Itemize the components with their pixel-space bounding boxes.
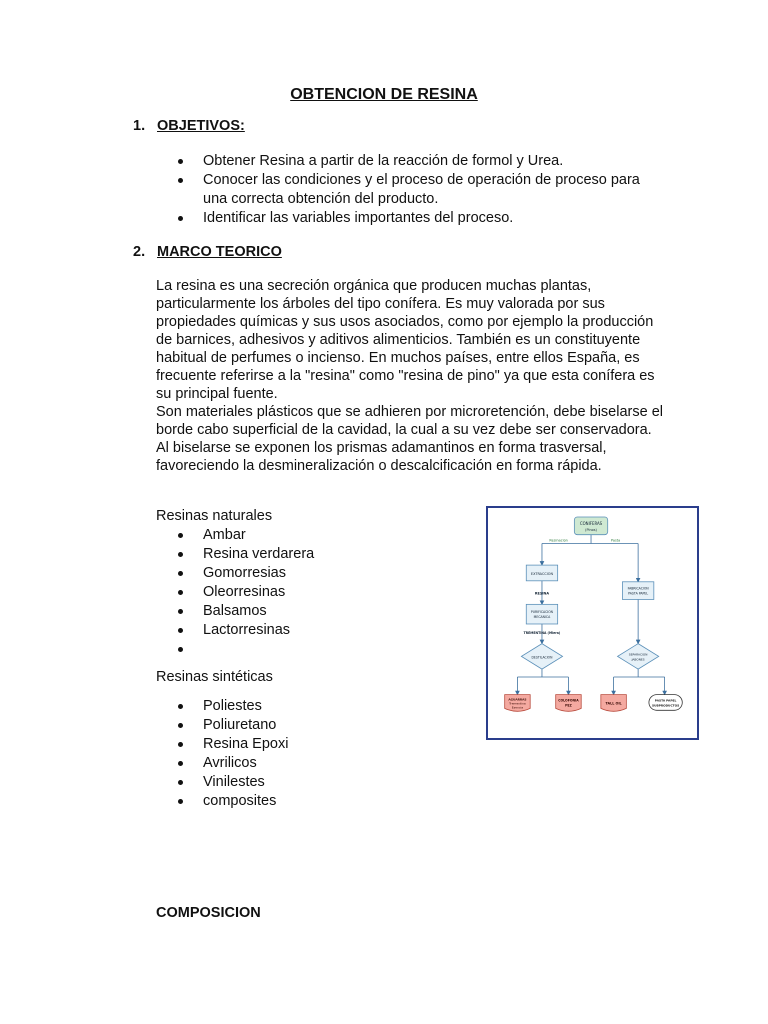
flowchart-purification-line1: PURIFICACION [530, 610, 554, 615]
bullet-icon [178, 159, 183, 164]
list-item: Obtener Resina a partir de la reacción de formol y Urea. [178, 152, 668, 171]
list-item [178, 640, 458, 659]
list-item: Balsamos [178, 602, 458, 621]
paragraph-materiales-plasticos: Son materiales plásticos que se adhieren por microretención, debe biselarse el borde cabo superficial de la cavidad, la cual a su vez debe ser conservadora. Al biselarse se exponen los prismas adamantinos en forma trasversal, favoreciendo la desmineralización o descalcificación en forma rápida. [156, 404, 663, 474]
flowchart-separation-line2: JABONES [631, 657, 645, 662]
bullet-icon [178, 742, 183, 747]
flowchart-root-sub: (Pinos) [585, 527, 597, 532]
flowchart-paper-line2: PASTA PAPEL [628, 591, 649, 596]
natural-resins-label: Resinas naturales [156, 508, 273, 524]
flowchart-separation-line1: SEPARACION [628, 652, 648, 657]
flowchart-out1-line1: AGUARRAS [508, 697, 527, 702]
natural-resins-list [178, 526, 458, 659]
flowchart-out1-line2: Trementina [509, 701, 526, 706]
section-heading-marco-teorico [133, 244, 282, 260]
flowchart-right-branch-label: Pasta [610, 538, 621, 543]
bullet-icon [178, 552, 183, 557]
flowchart-out1-line3: Esencia [511, 705, 524, 710]
resin-process-flowchart [486, 506, 699, 740]
list-item: Resina Epoxi [178, 735, 458, 754]
flowchart-left-branch-label: Resinacion [549, 538, 568, 543]
section-number: 2. [133, 244, 146, 260]
flowchart-paper-line1: FABRICACION [627, 586, 649, 591]
flowchart-extraction-label: EXTRACCION [530, 571, 554, 576]
list-item: Poliuretano [178, 716, 458, 735]
list-item: Oleorresinas [178, 583, 458, 602]
list-item: composites [178, 792, 458, 811]
flowchart-out2-line1: COLOFONIA [558, 698, 579, 703]
bullet-icon [178, 780, 183, 785]
flowchart-out4-line1: PASTA PAPEL [654, 698, 677, 703]
paragraph-resina-definicion: La resina es una secreción orgánica que producen muchas plantas, particularmente los árboles del tipo conífera. Es muy valorada por sus propiedades químicas y sus usos asociados, como por ejemplo la producción de barnices, adhesivos y aditivos alimenticios. También es un constituyente habitual de perfumes o incienso. En muchos países, entre ellos España, es frecuente referirse a la "resina" como "resina de pino" ya que esta conífera es su principal fuente. [156, 278, 655, 402]
flowchart-out2-line2: PEZ [565, 703, 572, 708]
list-item: Resina verdarera [178, 545, 458, 564]
flowchart-root-label: CONIFERAS [579, 520, 603, 526]
bullet-icon [178, 571, 183, 576]
composition-heading: COMPOSICION [156, 905, 261, 921]
flowchart-purification-line2: MECANICA [533, 615, 551, 620]
list-item: Poliestes [178, 697, 458, 716]
flowchart-svg [488, 508, 697, 738]
list-item: Identificar las variables importantes del proceso. [178, 209, 668, 228]
bullet-icon [178, 216, 183, 221]
list-item: Conocer las condiciones y el proceso de operación de proceso para una correcta obtención del producto. [178, 171, 668, 209]
list-item: Ambar [178, 526, 458, 545]
flowchart-resina-label: RESINA [534, 591, 550, 596]
bullet-icon [178, 178, 183, 183]
bullet-icon [178, 704, 183, 709]
flowchart-distillation-label: DESTILACION [531, 655, 553, 660]
bullet-icon [178, 533, 183, 538]
bullet-icon [178, 590, 183, 595]
section-heading-objetivos [133, 118, 245, 134]
list-item: Lactorresinas [178, 621, 458, 640]
section-number: 1. [133, 118, 146, 134]
objetivos-list [178, 152, 668, 228]
bullet-icon [178, 628, 183, 633]
flowchart-out4-line2: SUBPRODUCTOS [651, 703, 680, 708]
list-item: Gomorresias [178, 564, 458, 583]
bullet-icon [178, 723, 183, 728]
list-item: Avrilicos [178, 754, 458, 773]
flowchart-out3-label: TALL OIL [605, 701, 622, 706]
section-title: MARCO TEORICO [157, 244, 282, 260]
section-title: OBJETIVOS: [157, 118, 245, 134]
flowchart-trementina-label: TREMENTINA (Miera) [523, 630, 561, 635]
bullet-icon [178, 799, 183, 804]
list-item: Vinilestes [178, 773, 458, 792]
page-title: OBTENCION DE RESINA [290, 86, 478, 103]
bullet-icon [178, 761, 183, 766]
synthetic-resins-list [178, 697, 458, 811]
bullet-icon [178, 609, 183, 614]
synthetic-resins-label: Resinas sintéticas [156, 669, 273, 685]
bullet-icon [178, 647, 183, 652]
